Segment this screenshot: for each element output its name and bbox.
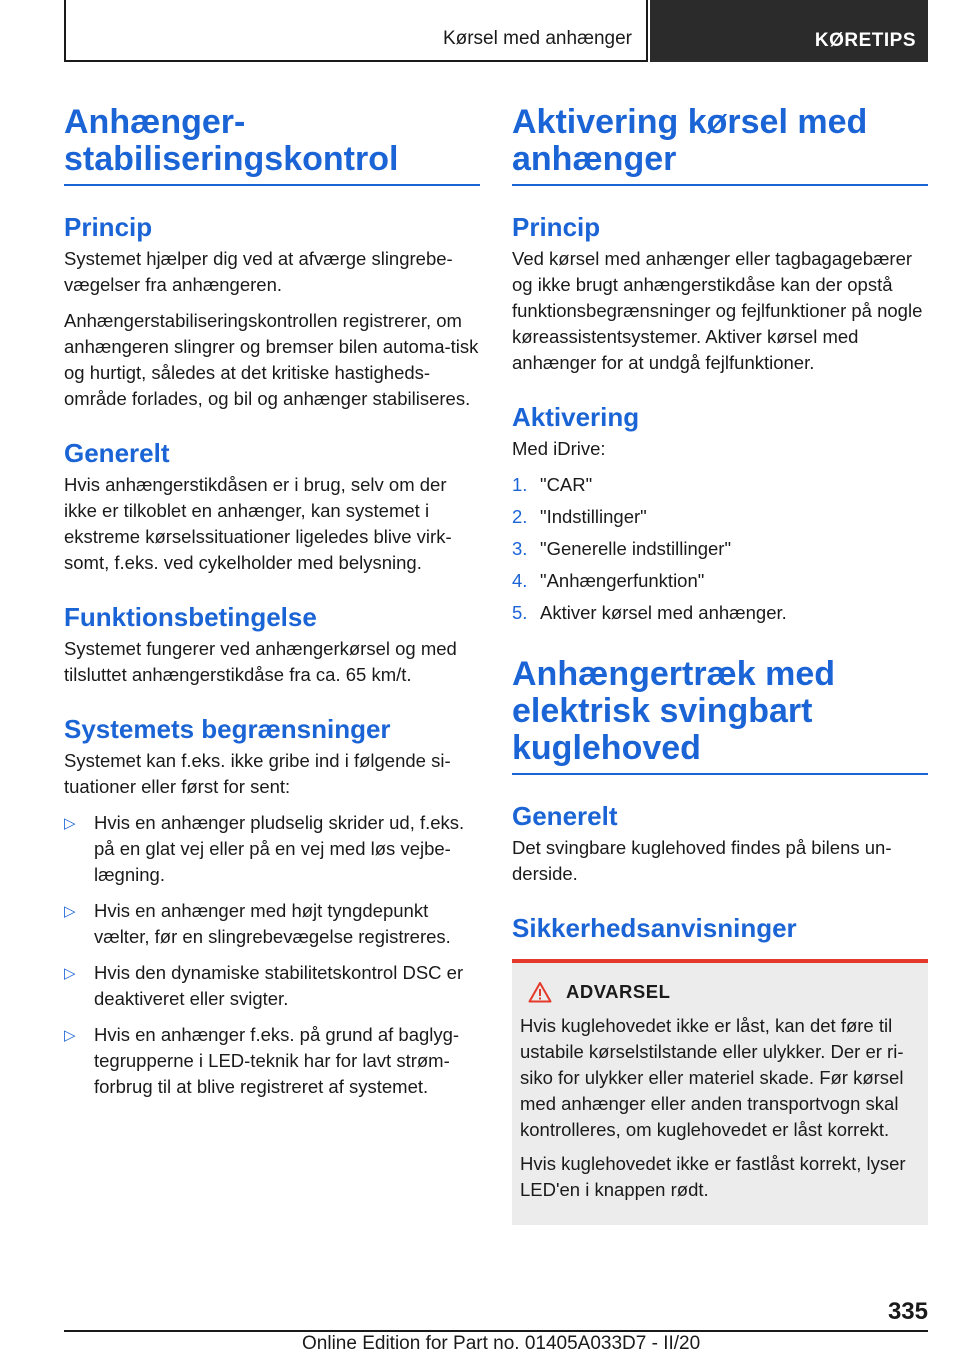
step-number: 2. — [512, 506, 528, 527]
warning-header — [520, 981, 920, 1003]
triangle-bullet-icon: ▷ — [64, 1027, 76, 1044]
heading-safety: Sikkerhedsanvisninger — [512, 913, 797, 943]
step-number: 1. — [512, 474, 528, 495]
paragraph: Systemet kan f.eks. ikke gribe ind i følgende si-tuationer eller først for sent: — [64, 750, 451, 797]
paragraph: Hvis anhængerstikdåsen er i brug, selv om der ikke er tilkoblet en anhænger, kan systemet i ekstreme kørselssituationer ligeledes blive virk-somt, f.eks. ved cykelholder med belysning. — [64, 474, 452, 573]
list-item-text: Hvis en anhænger pludselig skrider ud, f.eks. på en glat vej eller på en vej med løs vejbe-lægning. — [94, 812, 465, 885]
step-text: Aktiver kørsel med anhænger. — [540, 602, 787, 623]
paragraph: Systemet hjælper dig ved at afværge slingrebe-vægelser fra anhængeren. — [64, 248, 453, 295]
paragraph: Systemet fungerer ved anhængerkørsel og med tilsluttet anhængerstikdåse fra ca. 65 km/t. — [64, 638, 457, 685]
paragraph: Det svingbare kuglehoved findes på bilens un-derside. — [512, 837, 892, 884]
paragraph: Hvis kuglehovedet ikke er låst, kan det føre til ustabile kørselstilstande eller ulykker. Der er ri-siko for ulykker eller materiel skade. Før kørsel med anhænger eller anden transportvogn skal kontrolleres, om kuglehovedet er låst korrekt. — [520, 1015, 904, 1140]
paragraph: Anhængerstabiliseringskontrollen registrerer, om anhængeren slingrer og bremser bilen automa-tisk og hurtigt, således at det kritiske hastigheds-område forlades, og bil og anhænger stabiliseres. — [64, 310, 479, 409]
list-item — [64, 810, 480, 888]
heading-generelt-left: Generelt — [64, 438, 170, 468]
title-trailer-activation: Aktivering kørsel med anhænger — [512, 104, 928, 186]
title-tow-hitch: Anhængertræk med elektrisk svingbart kuglehoved — [512, 656, 928, 775]
triangle-bullet-icon: ▷ — [64, 965, 76, 982]
paragraph: Ved kørsel med anhænger eller tagbagagebærer og ikke brugt anhængerstikdåse kan der opstå funktionsbegrænsninger og fejlfunktioner på nogle køreassistentsystemer. Aktiver kørsel med anhænger for at undgå fejlfunktioner. — [512, 248, 923, 373]
heading-system-limits: Systemets begrænsninger — [64, 714, 391, 744]
triangle-bullet-icon: ▷ — [64, 903, 76, 920]
step-number: 4. — [512, 570, 528, 591]
left-column — [64, 104, 480, 1110]
list-item-text: Hvis en anhænger med højt tyngdepunkt vælter, før en slingrebevægelse registreres. — [94, 900, 451, 947]
list-item — [64, 1022, 480, 1100]
list-item — [512, 600, 928, 626]
list-item — [512, 504, 928, 530]
list-item — [512, 568, 928, 594]
step-text: "Generelle indstillinger" — [540, 538, 732, 559]
paragraph: Hvis kuglehovedet ikke er fastlåst korrekt, lyser LED'en i knappen rødt. — [520, 1153, 906, 1200]
activation-steps — [512, 472, 928, 626]
list-item-text: Hvis en anhænger f.eks. på grund af baglyg-tegrupperne i LED-teknik har for lavt strøm-forbrug til at blive registreret af systemet. — [94, 1024, 460, 1097]
page-number: 335 — [887, 1298, 928, 1325]
heading-funktionsbetingelse: Funktionsbetingelse — [64, 602, 317, 632]
warning-box — [512, 959, 928, 1225]
limits-list — [64, 810, 480, 1100]
list-item — [512, 536, 928, 562]
list-item — [64, 960, 480, 1012]
chapter-tab: KØRETIPS — [650, 0, 928, 62]
paragraph: Med iDrive: — [512, 438, 606, 459]
heading-generelt-right: Generelt — [512, 801, 618, 831]
page-header — [64, 0, 928, 64]
step-text: "CAR" — [540, 474, 593, 495]
step-text: "Anhængerfunktion" — [540, 570, 705, 591]
warning-triangle-icon — [528, 981, 552, 1003]
section-title: Kørsel med anhænger — [64, 0, 648, 62]
right-column — [512, 104, 928, 1225]
heading-princip-right: Princip — [512, 212, 601, 242]
title-line: Anhænger- stabiliseringskontrol — [64, 103, 399, 178]
triangle-bullet-icon: ▷ — [64, 815, 76, 832]
heading-princip-left: Princip — [64, 212, 153, 242]
step-number: 3. — [512, 538, 528, 559]
title-trailer-stabilization — [64, 104, 480, 186]
heading-aktivering: Aktivering — [512, 402, 640, 432]
list-item — [512, 472, 928, 498]
footer-edition: Online Edition for Part no. 01405A033D7 - II/20 — [302, 1333, 701, 1354]
list-item — [64, 898, 480, 950]
warning-label: ADVARSEL — [566, 981, 671, 1002]
step-number: 5. — [512, 602, 528, 623]
step-text: "Indstillinger" — [540, 506, 647, 527]
footer-rule — [64, 1330, 928, 1332]
list-item-text: Hvis den dynamiske stabilitetskontrol DSC er deaktiveret eller svigter. — [94, 962, 464, 1009]
